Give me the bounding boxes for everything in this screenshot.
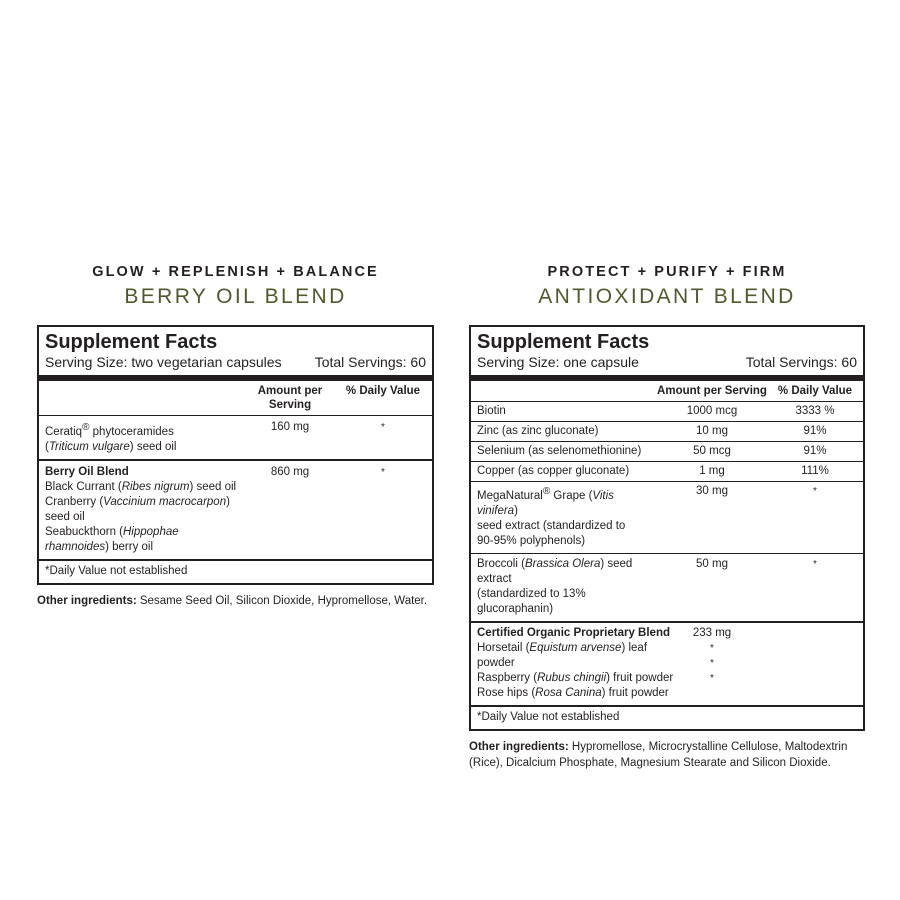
other-ingredients: Other ingredients: Sesame Seed Oil, Silicon Dioxide, Hypromellose, Water. [37,594,428,607]
antioxidant-tagline: PROTECT + PURIFY + FIRM [547,264,787,280]
ingredient-dv: * [813,558,817,570]
dv-header: % Daily Value [345,385,421,397]
ingredient-dv: * [813,486,817,497]
ingredient-dv: 91% [803,425,827,437]
ingredient-row [471,554,863,623]
dv-header: % Daily Value [777,385,853,397]
ingredient-amount: 50 mg [696,557,728,570]
other-ingredients: Other ingredients: Hypromellose, Microcrystalline Cellulose, Maltodextrin (Rice), Dicalcium Phosphate, Magnesium Stearate and Silicon Dioxide. [469,740,848,769]
berry-tagline: GLOW + REPLENISH + BALANCE [92,264,379,280]
amount-header: Amount per Serving [257,385,323,411]
ingredient-dv: * [381,422,385,433]
ingredient-dv: 111% [801,465,829,477]
ingredient-name: Ceratiq® phytoceramides (Triticum vulgare) seed oil [45,422,177,453]
ingredient-name: Certified Organic Proprietary Blend Horsetail (Equistum arvense) leaf powder Raspberry (Rubus chingii) fruit powder Rose hips (Rosa Canina) fruit powder [477,626,674,699]
ingredient-dv: * [710,657,714,669]
ingredient-amount: 1 mg [699,465,725,477]
column-header [471,381,863,402]
ingredient-amount: 50 mcg [693,445,731,457]
ingredient-dv: * [381,466,385,478]
ingredient-dv: * [710,672,714,684]
serving-line [39,354,432,381]
footnote: *Daily Value not established [45,564,188,577]
ingredient-amount: 10 mg [696,425,728,437]
column-header [39,381,432,416]
total-servings: Total Servings: 60 [745,354,857,370]
ingredient-amount: 860 mg [270,465,310,478]
ingredient-row [471,462,863,482]
ingredient-name: Biotin [477,405,506,417]
berry-blend-title: BERRY OIL BLEND [124,285,347,308]
ingredient-amount: 1000 mcg [686,405,738,417]
total-servings: Total Servings: 60 [314,354,426,370]
ingredient-dv: 91% [803,445,827,457]
berry-oil-panel [37,262,434,609]
serving-line [471,354,863,381]
facts-title: Supplement Facts [45,331,218,353]
ingredient-row [471,623,863,707]
ingredient-amount: 233 mg [692,626,732,639]
ingredient-name: Copper (as copper gluconate) [477,465,630,477]
ingredient-name: Berry Oil Blend Black Currant (Ribes nigrum) seed oil Cranberry (Vaccinium macrocarpon) seed oil Seabuckthorn (Hippophae rhamnoides) berry oil [45,465,237,553]
ingredient-name: Broccoli (Brassica Olera) seed extract (standardized to 13% glucoraphanin) [477,557,633,615]
ingredient-row [471,442,863,462]
berry-supplement-facts [37,325,434,585]
serving-size: Serving Size: one capsule [477,354,639,370]
facts-title: Supplement Facts [477,331,650,353]
ingredient-row [471,402,863,422]
ingredient-amount: 30 mg [696,485,728,497]
ingredient-row [39,461,432,561]
ingredient-name: Zinc (as zinc gluconate) [477,425,599,437]
ingredient-name: MegaNatural® Grape (Vitis vinifera) seed extract (standardized to 90-95% polyphenols) [477,486,626,547]
antioxidant-blend-title: ANTIOXIDANT BLEND [538,285,796,308]
serving-size: Serving Size: two vegetarian capsules [45,354,282,370]
antioxidant-supplement-facts [469,325,865,731]
ingredient-row [39,416,432,461]
ingredient-name: Selenium (as selenomethionine) [477,445,642,457]
ingredient-row [471,482,863,554]
footnote: *Daily Value not established [477,710,620,723]
ingredient-dv: * [710,642,714,654]
ingredient-dv: 3333 % [795,405,835,417]
ingredient-amount: 160 mg [270,421,310,433]
antioxidant-panel [469,262,865,771]
organic-amount-col [687,626,737,701]
ingredient-row [471,422,863,442]
amount-header: Amount per Serving [657,385,767,397]
